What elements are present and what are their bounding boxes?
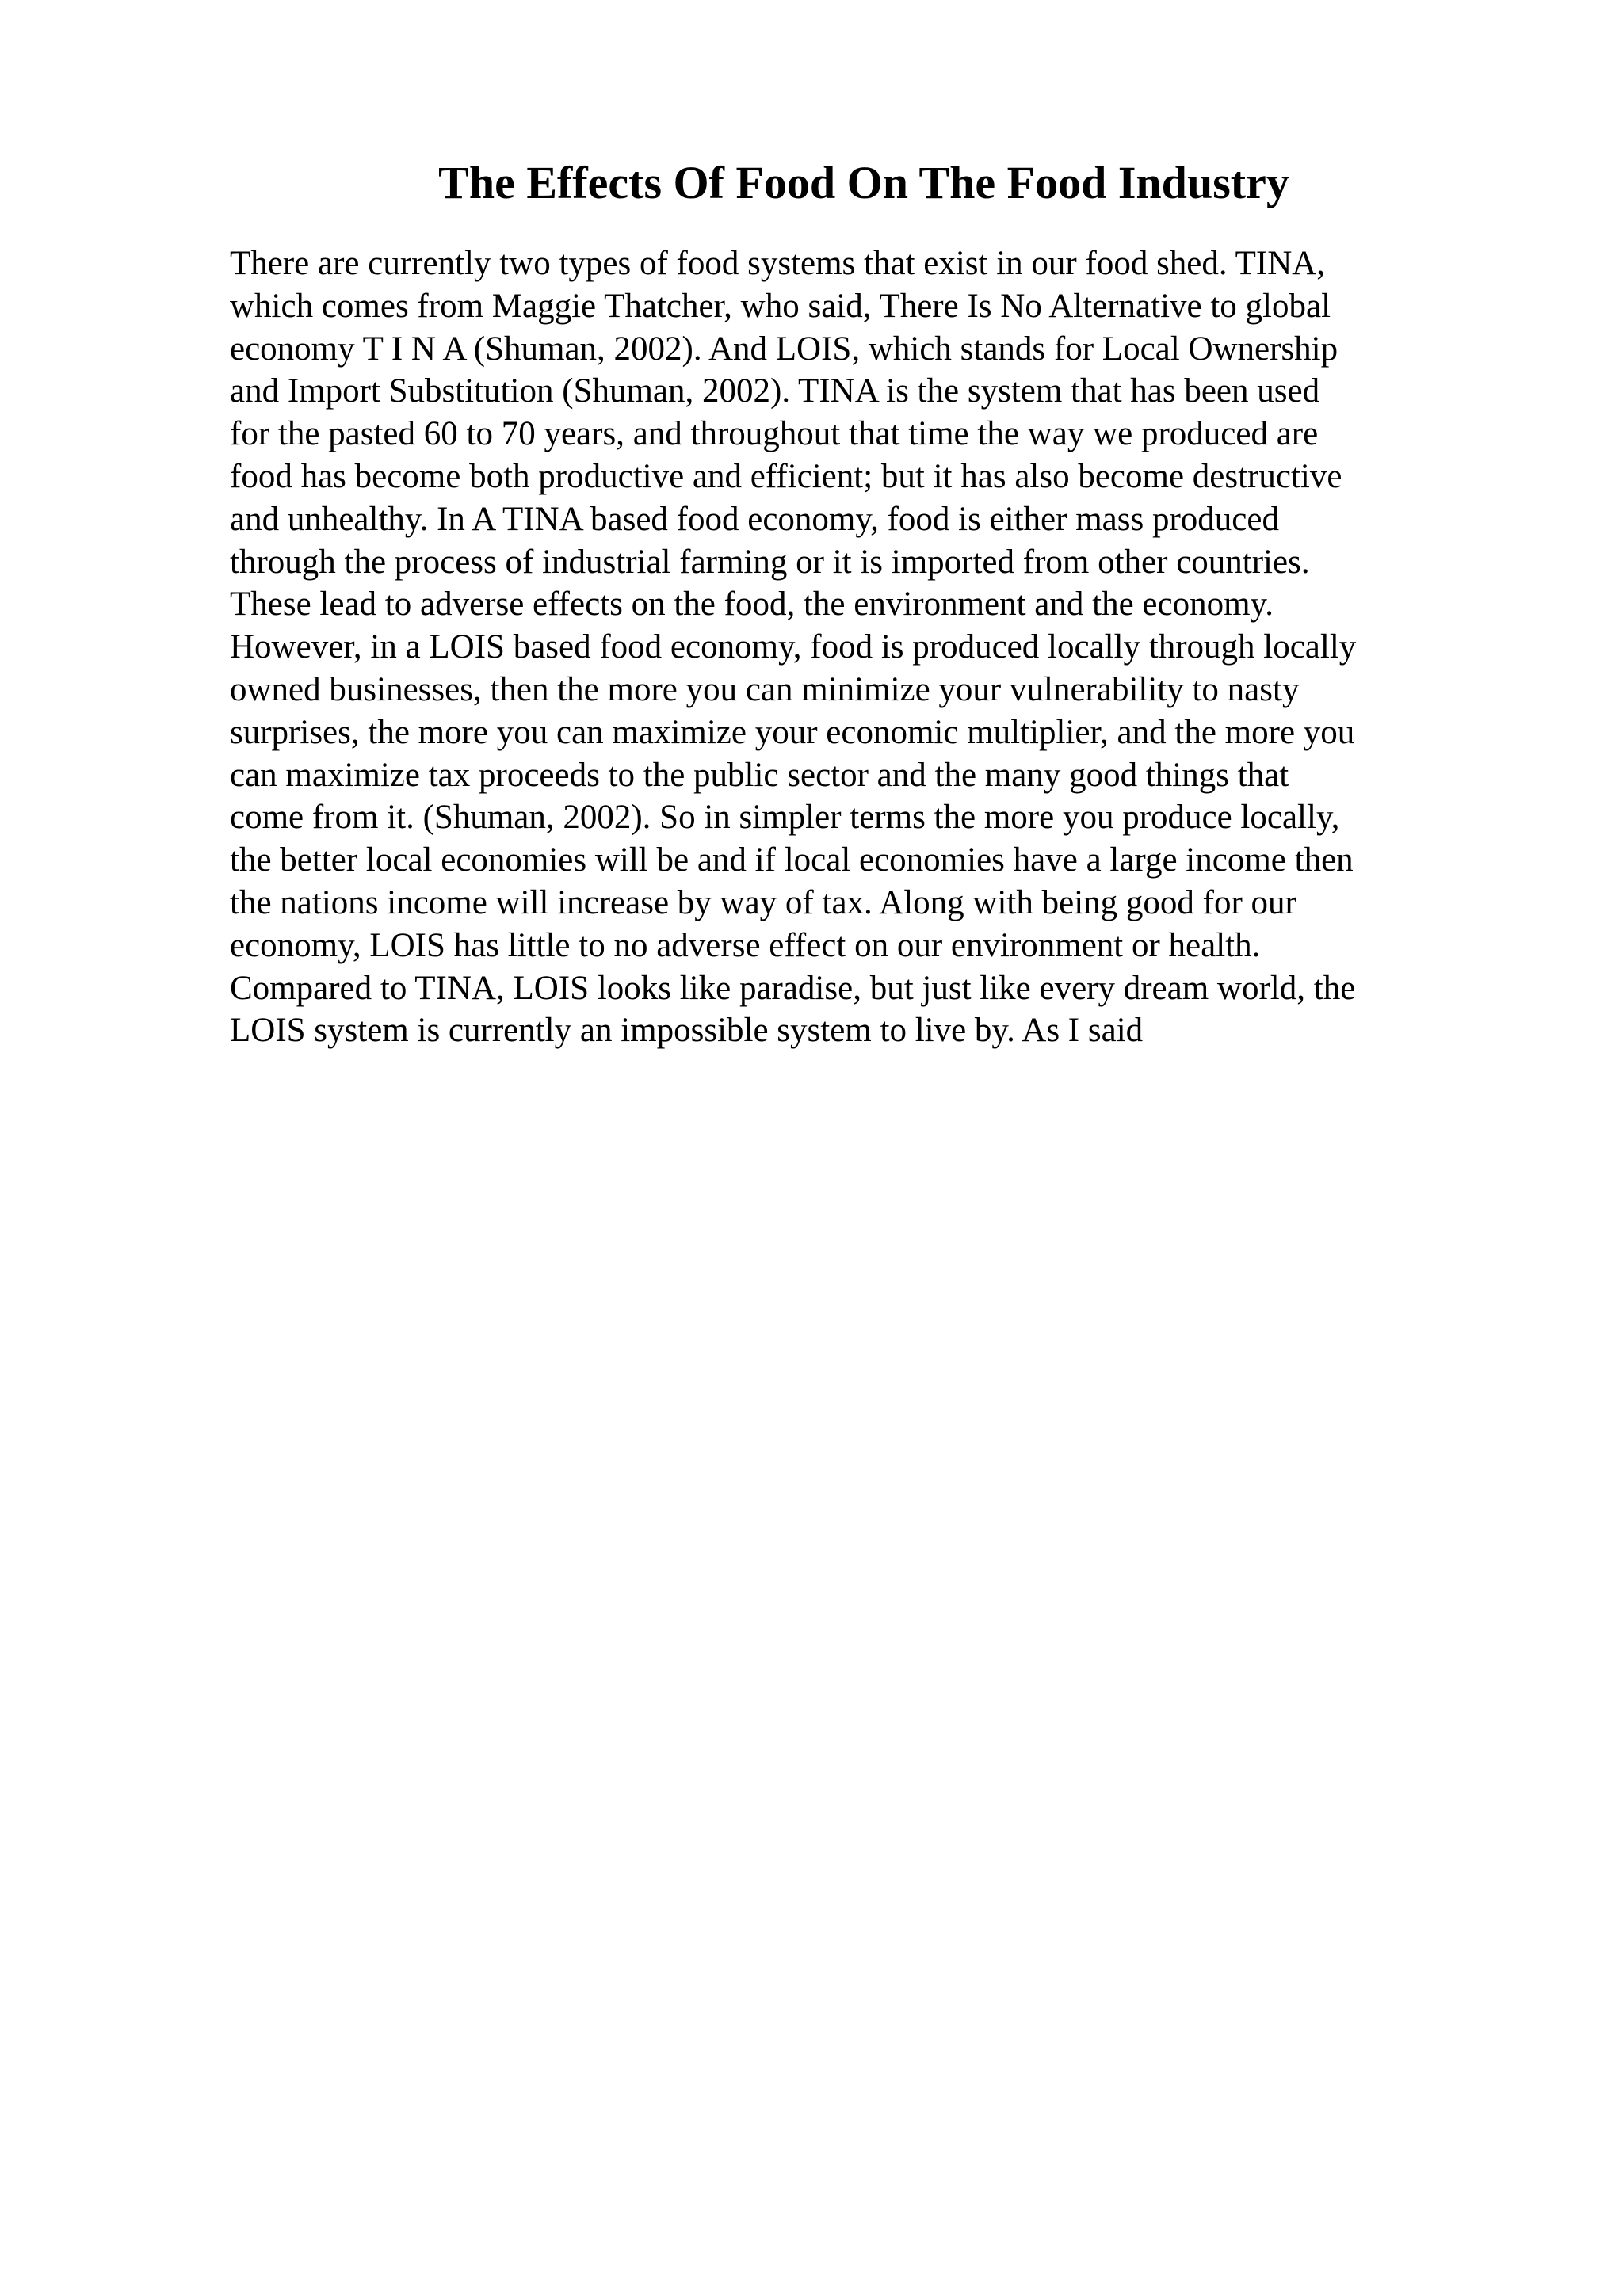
body-line: economy, LOIS has little to no adverse effect on our environment or health. [230, 926, 1261, 964]
body-line: the nations income will increase by way of tax. Along with being good for our [230, 883, 1296, 921]
body-line: and Import Substitution (Shuman, 2002). TINA is the system that has been used [230, 372, 1320, 410]
body-line: come from it. (Shuman, 2002). So in simpler terms the more you produce locally, [230, 799, 1340, 837]
body-line: food has become both productive and efficient; but it has also become destructive [230, 457, 1342, 495]
document-title: The Effects Of Food On The Food Industry [438, 157, 1289, 208]
document-body [230, 242, 1529, 1052]
body-line: the better local economies will be and if local economies have a large income then [230, 841, 1354, 879]
body-line: economy T I N A (Shuman, 2002). And LOIS, which stands for Local Ownership [230, 330, 1338, 368]
body-line: through the process of industrial farming or it is imported from other countries. [230, 543, 1310, 581]
body-line: for the pasted 60 to 70 years, and throughout that time the way we produced are [230, 415, 1319, 453]
body-line: owned businesses, then the more you can minimize your vulnerability to nasty [230, 670, 1300, 708]
body-line: There are currently two types of food systems that exist in our food shed. TINA, [230, 245, 1326, 282]
body-line: However, in a LOIS based food economy, food is produced locally through locally [230, 628, 1357, 666]
body-line: These lead to adverse effects on the food, the environment and the economy. [230, 585, 1274, 624]
body-line: surprises, the more you can maximize your economic multiplier, and the more you [230, 713, 1355, 751]
body-line: LOIS system is currently an impossible system to live by. As I said [230, 1012, 1144, 1050]
body-line: and unhealthy. In A TINA based food economy, food is either mass produced [230, 500, 1279, 538]
body-line: can maximize tax proceeds to the public sector and the many good things that [230, 756, 1289, 794]
body-line: which comes from Maggie Thatcher, who said, There Is No Alternative to global [230, 287, 1331, 325]
body-line: Compared to TINA, LOIS looks like paradise, but just like every dream world, the [230, 969, 1356, 1007]
